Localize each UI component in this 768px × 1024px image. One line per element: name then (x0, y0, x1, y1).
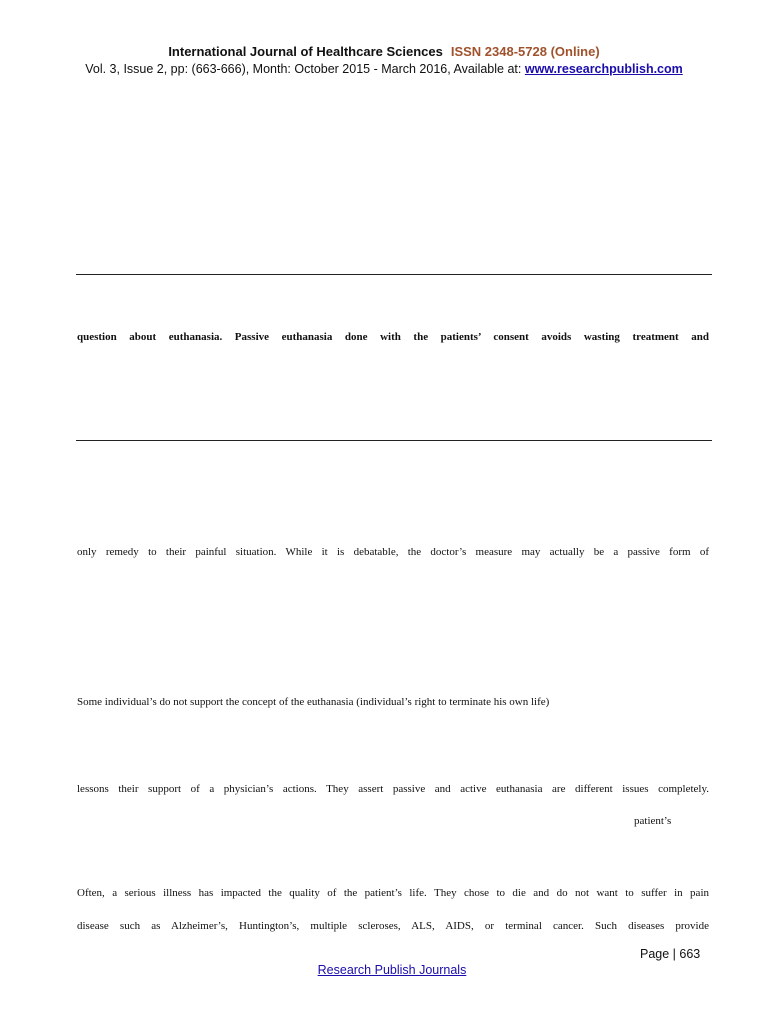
website-link[interactable]: www.researchpublish.com (524, 62, 683, 76)
body-line-6: Often, a serious illness has impacted the quality of the patient’s life. They chose to die and do not want to suffer in pain (77, 887, 709, 899)
body-line-7: disease such as Alzheimer’s, Huntington’s, multiple scleroses, ALS, AIDS, or terminal cancer. Such diseases provide (77, 920, 709, 932)
header-title-line (0, 44, 768, 60)
page-footer (0, 963, 768, 977)
body-line-1: question about euthanasia. Passive euthanasia done with the patients’ consent avoids wasting treatment and (77, 331, 709, 343)
volume-info: Vol. 3, Issue 2, pp: (663-666), Month: October 2015 - March 2016, Available at: (85, 62, 525, 76)
body-line-3: Some individual’s do not support the concept of the euthanasia (individual’s right to terminate his own life) (77, 696, 550, 708)
publisher-link[interactable]: Research Publish Journals (317, 963, 467, 977)
issn-label: ISSN 2348-5728 (Online) (450, 44, 600, 59)
body-line-5: patient’s (634, 815, 672, 827)
horizontal-rule-top (76, 274, 712, 275)
page-header (0, 44, 768, 78)
page-number: Page | 663 (640, 947, 701, 961)
horizontal-rule-middle (76, 440, 712, 441)
journal-title: International Journal of Healthcare Sciences (168, 44, 443, 59)
body-line-4: lessons their support of a physician’s actions. They assert passive and active euthanasia are different issues completely. (77, 783, 709, 795)
header-volume-line (0, 61, 768, 78)
body-line-2: only remedy to their painful situation. While it is debatable, the doctor’s measure may actually be a passive form of (77, 546, 709, 558)
